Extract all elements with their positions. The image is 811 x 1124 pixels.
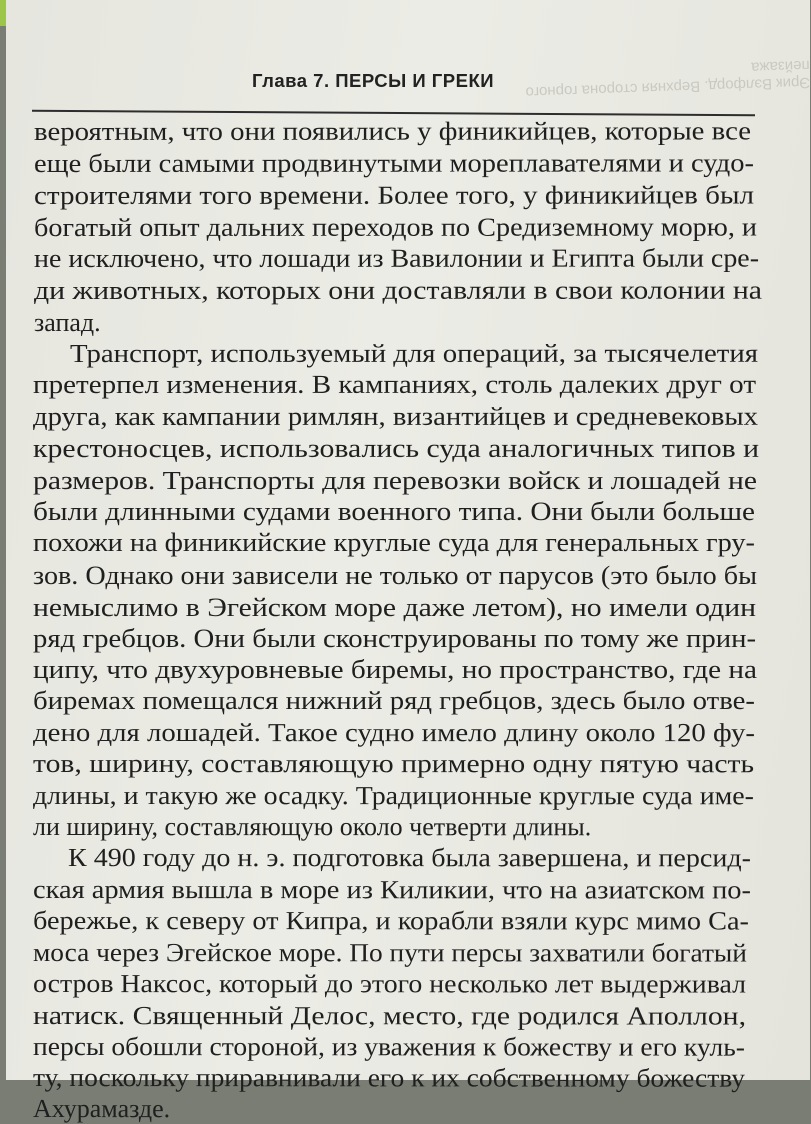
text-line: зов. Однако они зависели не только от парусов (это было бы [33,560,757,590]
text-line: крестоносцев, использовались суда аналогичных типов и [33,433,760,463]
text-line: строителями того времени. Более того, у финикийцев был [34,180,755,210]
text-line: тов, ширину, составляющую примерно одну пятую часть [32,749,755,779]
text-line: не исключено, что лошади из Вавилонии и Египта были сре- [34,243,760,273]
text-line: ряд гребцов. Они были сконструированы по тому же прин- [32,624,757,654]
text-line: ту, поскольку приравнивали его к их собственному божеству [32,1063,746,1093]
text-line: Транспорт, используемый для операций, за тысячелетия [70,338,759,368]
book-page [6,0,811,1124]
text-line: дено для лошадей. Такое судно имело длину около 120 фу- [32,718,755,748]
text-line: были длинными судами военного типа. Они были больше [33,496,756,526]
text-line: еще были самыми продвинутыми мореплавателями и судо- [34,148,755,178]
text-line: претерпел изменения. В кампаниях, столь далеких друг от [33,369,757,399]
text-line: ди животных, которых они доставляли в свои колонии на [34,275,762,305]
chapter-header: Глава 7. ПЕРСЫ И ГРЕКИ [252,70,495,91]
text-line: немыслимо в Эгейском море даже летом), но имели один [32,593,756,623]
text-line: моса через Эгейское море. По пути персы захватили богатый [32,938,747,968]
text-line: похожи на финикийские круглые суда для генеральных гру- [33,527,755,557]
text-line: размеров. Транспорты для перевозки войск и лошадей не [33,465,757,495]
text-line: персы обошли стороной, из уважения к божеству и его куль- [32,1032,745,1062]
text-line: биремах помещался нижний ряд гребцов, здесь было отве- [32,686,756,716]
text-line: ли ширину, составляющую около четверти длины. [32,812,592,842]
text-line: друга, как кампании римлян, византийцев и средневековых [33,401,758,431]
body-text [6,0,810,1124]
text-line: остров Наксос, который до этого несколько лет выдерживал [32,969,747,999]
text-line: Ахурамазде. [32,1094,171,1124]
text-line: натиск. Священный Делос, место, где родился Аполлон, [32,1001,747,1031]
text-line: ципу, что двухуровневые биремы, но пространство, где на [32,655,757,685]
text-line: запад. [34,307,101,337]
text-line: вероятным, что они появились у финикийцев, которые все [34,116,752,146]
text-line: длины, и такую же осадку. Традиционные круглые суда име- [32,781,754,811]
text-line: ская армия вышла в море из Киликии, что на азиатском по- [32,875,752,905]
bleed-through-text: Эрик Вэлфорд. Верхняя сторона горного пейзажа [525,56,811,101]
text-line: бережье, к северу от Кипра, и корабли взяли курс мимо Са- [32,906,749,936]
text-line: богатый опыт дальних переходов по Средиземному морю, и [34,212,758,242]
text-line: К 490 году до н. э. подготовка была завершена, и персид- [67,843,751,873]
